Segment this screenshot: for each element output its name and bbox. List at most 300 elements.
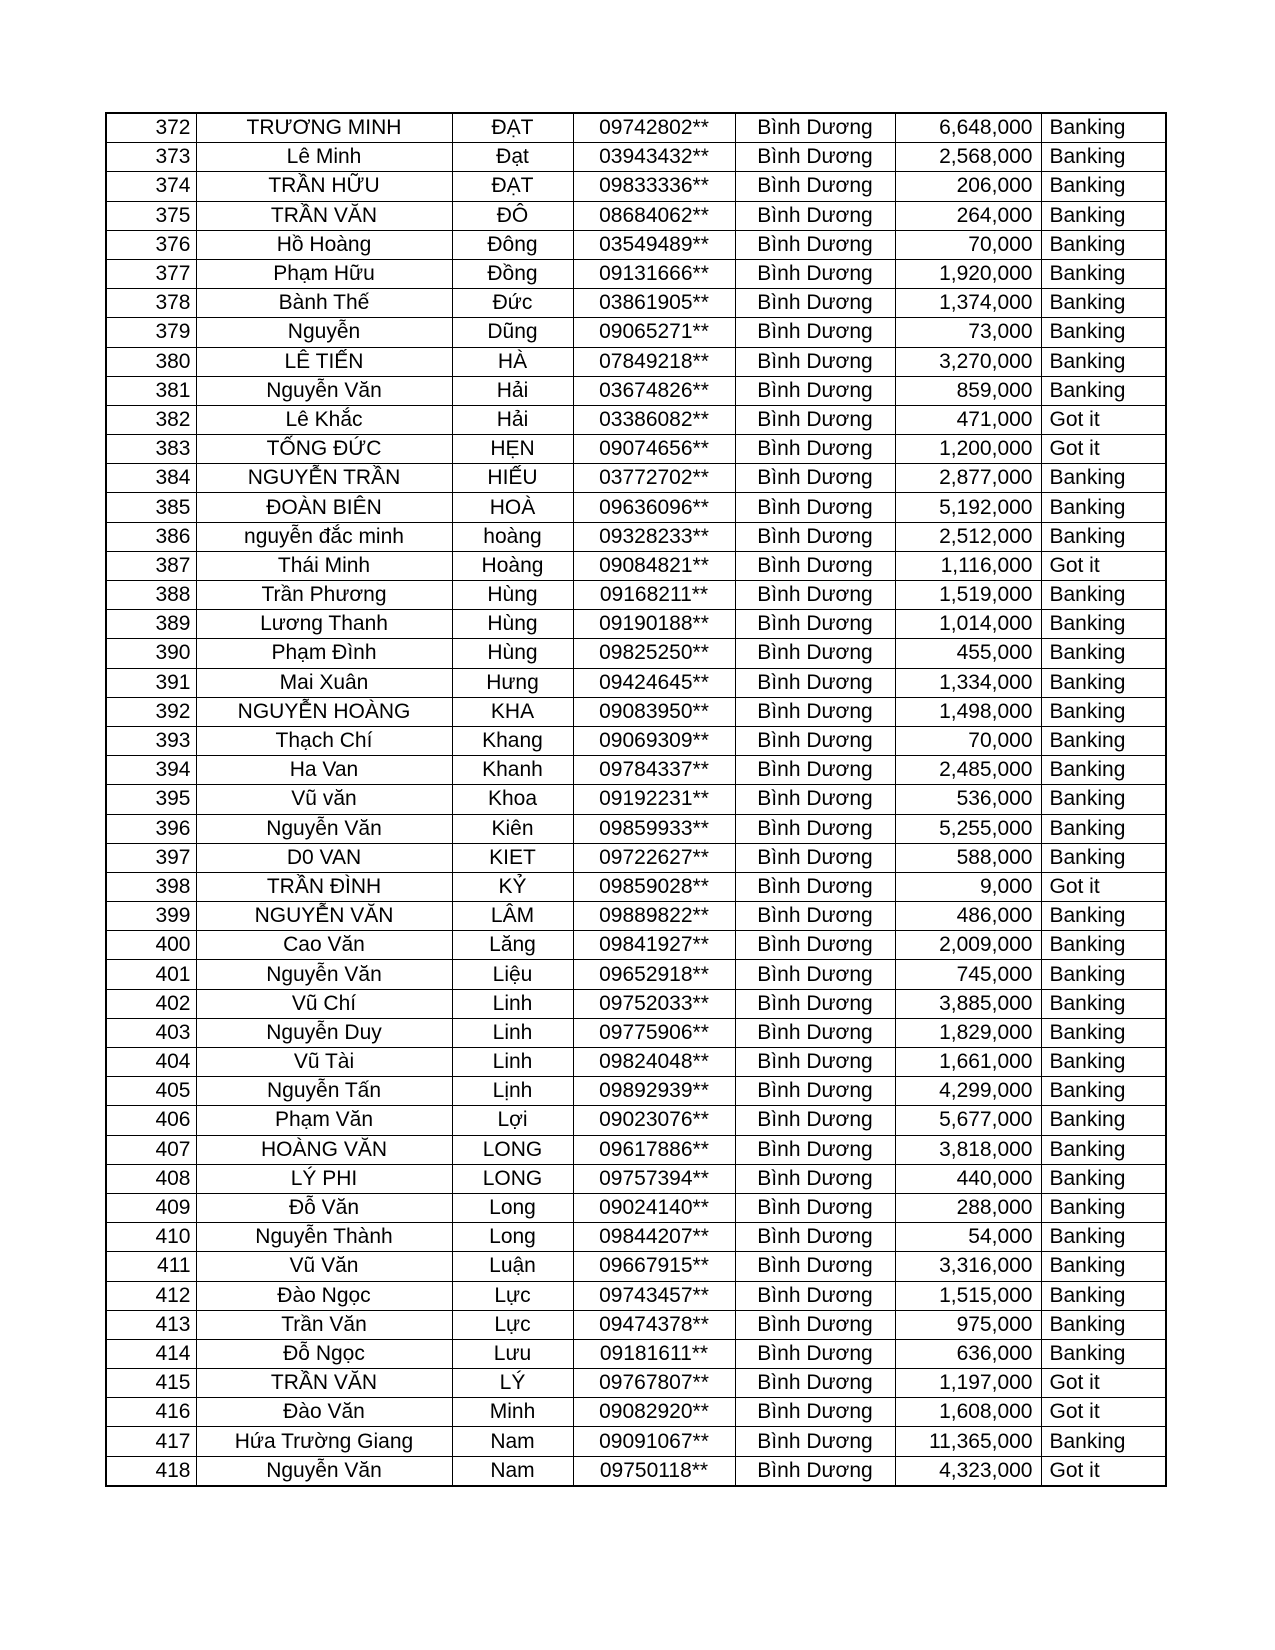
phone-cell: 09750118** xyxy=(573,1456,735,1486)
phone-cell: 09767807** xyxy=(573,1369,735,1398)
first-name-cell: Long xyxy=(452,1193,573,1222)
row-number: 392 xyxy=(106,697,196,726)
province-cell: Bình Dương xyxy=(735,1164,895,1193)
last-name-cell: Đào Văn xyxy=(196,1398,452,1427)
last-name-cell: nguyễn đắc minh xyxy=(196,522,452,551)
amount-cell: 1,519,000 xyxy=(895,581,1041,610)
amount-cell: 1,116,000 xyxy=(895,551,1041,580)
method-cell: Banking xyxy=(1041,1193,1166,1222)
first-name-cell: Hải xyxy=(452,405,573,434)
amount-cell: 588,000 xyxy=(895,843,1041,872)
row-number: 408 xyxy=(106,1164,196,1193)
table-row xyxy=(106,639,1166,668)
first-name-cell: Linh xyxy=(452,1048,573,1077)
method-cell: Banking xyxy=(1041,960,1166,989)
table-row xyxy=(106,1048,1166,1077)
method-cell: Banking xyxy=(1041,1135,1166,1164)
method-cell: Banking xyxy=(1041,1048,1166,1077)
method-cell: Got it xyxy=(1041,872,1166,901)
first-name-cell: Đông xyxy=(452,230,573,259)
method-cell: Banking xyxy=(1041,1164,1166,1193)
last-name-cell: Phạm Hữu xyxy=(196,259,452,288)
row-number: 374 xyxy=(106,172,196,201)
last-name-cell: Nguyễn Thành xyxy=(196,1223,452,1252)
last-name-cell: Hồ Hoàng xyxy=(196,230,452,259)
method-cell: Banking xyxy=(1041,1106,1166,1135)
phone-cell: 09069309** xyxy=(573,726,735,755)
amount-cell: 1,197,000 xyxy=(895,1369,1041,1398)
province-cell: Bình Dương xyxy=(735,289,895,318)
last-name-cell: Đỗ Ngọc xyxy=(196,1339,452,1368)
amount-cell: 859,000 xyxy=(895,376,1041,405)
table-row xyxy=(106,522,1166,551)
method-cell: Banking xyxy=(1041,639,1166,668)
table-row xyxy=(106,902,1166,931)
amount-cell: 3,316,000 xyxy=(895,1252,1041,1281)
first-name-cell: HÀ xyxy=(452,347,573,376)
province-cell: Bình Dương xyxy=(735,756,895,785)
last-name-cell: Thái Minh xyxy=(196,551,452,580)
phone-cell: 09024140** xyxy=(573,1193,735,1222)
table-row xyxy=(106,1339,1166,1368)
phone-cell: 09859933** xyxy=(573,814,735,843)
province-cell: Bình Dương xyxy=(735,551,895,580)
method-cell: Banking xyxy=(1041,347,1166,376)
method-cell: Got it xyxy=(1041,405,1166,434)
province-cell: Bình Dương xyxy=(735,1252,895,1281)
province-cell: Bình Dương xyxy=(735,1310,895,1339)
first-name-cell: Nam xyxy=(452,1456,573,1486)
table-row xyxy=(106,1398,1166,1427)
province-cell: Bình Dương xyxy=(735,989,895,1018)
table-row xyxy=(106,1135,1166,1164)
table-row xyxy=(106,1018,1166,1047)
method-cell: Banking xyxy=(1041,1310,1166,1339)
phone-cell: 09636096** xyxy=(573,493,735,522)
amount-cell: 5,677,000 xyxy=(895,1106,1041,1135)
row-number: 401 xyxy=(106,960,196,989)
phone-cell: 09859028** xyxy=(573,872,735,901)
table-row xyxy=(106,931,1166,960)
amount-cell: 2,877,000 xyxy=(895,464,1041,493)
table-row xyxy=(106,814,1166,843)
phone-cell: 09328233** xyxy=(573,522,735,551)
amount-cell: 2,009,000 xyxy=(895,931,1041,960)
phone-cell: 03861905** xyxy=(573,289,735,318)
method-cell: Got it xyxy=(1041,1456,1166,1486)
province-cell: Bình Dương xyxy=(735,522,895,551)
province-cell: Bình Dương xyxy=(735,230,895,259)
amount-cell: 5,255,000 xyxy=(895,814,1041,843)
amount-cell: 975,000 xyxy=(895,1310,1041,1339)
document-page xyxy=(105,112,1165,1487)
amount-cell: 2,568,000 xyxy=(895,143,1041,172)
phone-cell: 03549489** xyxy=(573,230,735,259)
last-name-cell: Trần Phương xyxy=(196,581,452,610)
last-name-cell: TRẦN ĐÌNH xyxy=(196,872,452,901)
method-cell: Banking xyxy=(1041,1018,1166,1047)
last-name-cell: Lê Minh xyxy=(196,143,452,172)
row-number: 376 xyxy=(106,230,196,259)
method-cell: Banking xyxy=(1041,1252,1166,1281)
province-cell: Bình Dương xyxy=(735,697,895,726)
table-row xyxy=(106,201,1166,230)
table-row xyxy=(106,230,1166,259)
phone-cell: 09083950** xyxy=(573,697,735,726)
table-row xyxy=(106,785,1166,814)
method-cell: Banking xyxy=(1041,668,1166,697)
last-name-cell: NGUYỄN HOÀNG xyxy=(196,697,452,726)
amount-cell: 455,000 xyxy=(895,639,1041,668)
method-cell: Banking xyxy=(1041,756,1166,785)
row-number: 407 xyxy=(106,1135,196,1164)
first-name-cell: LONG xyxy=(452,1135,573,1164)
amount-cell: 2,485,000 xyxy=(895,756,1041,785)
first-name-cell: Lợi xyxy=(452,1106,573,1135)
province-cell: Bình Dương xyxy=(735,376,895,405)
province-cell: Bình Dương xyxy=(735,1398,895,1427)
last-name-cell: TRƯƠNG MINH xyxy=(196,113,452,143)
row-number: 372 xyxy=(106,113,196,143)
row-number: 398 xyxy=(106,872,196,901)
phone-cell: 09752033** xyxy=(573,989,735,1018)
first-name-cell: Linh xyxy=(452,1018,573,1047)
phone-cell: 09889822** xyxy=(573,902,735,931)
province-cell: Bình Dương xyxy=(735,581,895,610)
method-cell: Banking xyxy=(1041,726,1166,755)
method-cell: Banking xyxy=(1041,989,1166,1018)
table-row xyxy=(106,405,1166,434)
phone-cell: 09825250** xyxy=(573,639,735,668)
province-cell: Bình Dương xyxy=(735,1106,895,1135)
province-cell: Bình Dương xyxy=(735,347,895,376)
table-row xyxy=(106,1223,1166,1252)
last-name-cell: Ha Van xyxy=(196,756,452,785)
table-row xyxy=(106,1310,1166,1339)
row-number: 411 xyxy=(106,1252,196,1281)
amount-cell: 1,608,000 xyxy=(895,1398,1041,1427)
row-number: 399 xyxy=(106,902,196,931)
last-name-cell: LÝ PHI xyxy=(196,1164,452,1193)
amount-cell: 1,661,000 xyxy=(895,1048,1041,1077)
amount-cell: 2,512,000 xyxy=(895,522,1041,551)
row-number: 378 xyxy=(106,289,196,318)
phone-cell: 09743457** xyxy=(573,1281,735,1310)
table-row xyxy=(106,1252,1166,1281)
method-cell: Banking xyxy=(1041,610,1166,639)
amount-cell: 1,014,000 xyxy=(895,610,1041,639)
last-name-cell: TỐNG ĐỨC xyxy=(196,435,452,464)
province-cell: Bình Dương xyxy=(735,1223,895,1252)
first-name-cell: KIET xyxy=(452,843,573,872)
amount-cell: 3,885,000 xyxy=(895,989,1041,1018)
first-name-cell: Hưng xyxy=(452,668,573,697)
amount-cell: 4,299,000 xyxy=(895,1077,1041,1106)
table-row xyxy=(106,172,1166,201)
first-name-cell: LÂM xyxy=(452,902,573,931)
row-number: 412 xyxy=(106,1281,196,1310)
phone-cell: 03386082** xyxy=(573,405,735,434)
first-name-cell: Lịnh xyxy=(452,1077,573,1106)
method-cell: Banking xyxy=(1041,931,1166,960)
row-number: 384 xyxy=(106,464,196,493)
last-name-cell: Vũ văn xyxy=(196,785,452,814)
province-cell: Bình Dương xyxy=(735,1077,895,1106)
province-cell: Bình Dương xyxy=(735,435,895,464)
amount-cell: 9,000 xyxy=(895,872,1041,901)
first-name-cell: Đạt xyxy=(452,143,573,172)
last-name-cell: HOÀNG VĂN xyxy=(196,1135,452,1164)
first-name-cell: Khang xyxy=(452,726,573,755)
phone-cell: 03772702** xyxy=(573,464,735,493)
first-name-cell: Đức xyxy=(452,289,573,318)
first-name-cell: Khanh xyxy=(452,756,573,785)
amount-cell: 70,000 xyxy=(895,726,1041,755)
province-cell: Bình Dương xyxy=(735,785,895,814)
amount-cell: 745,000 xyxy=(895,960,1041,989)
method-cell: Banking xyxy=(1041,1339,1166,1368)
amount-cell: 3,270,000 xyxy=(895,347,1041,376)
last-name-cell: Nguyễn Văn xyxy=(196,1456,452,1486)
phone-cell: 09074656** xyxy=(573,435,735,464)
province-cell: Bình Dương xyxy=(735,464,895,493)
row-number: 377 xyxy=(106,259,196,288)
first-name-cell: Kiên xyxy=(452,814,573,843)
row-number: 402 xyxy=(106,989,196,1018)
method-cell: Banking xyxy=(1041,172,1166,201)
method-cell: Banking xyxy=(1041,902,1166,931)
first-name-cell: ĐÔ xyxy=(452,201,573,230)
row-number: 404 xyxy=(106,1048,196,1077)
row-number: 389 xyxy=(106,610,196,639)
first-name-cell: ĐẠT xyxy=(452,172,573,201)
row-number: 383 xyxy=(106,435,196,464)
table-row xyxy=(106,259,1166,288)
row-number: 373 xyxy=(106,143,196,172)
phone-cell: 09131666** xyxy=(573,259,735,288)
row-number: 391 xyxy=(106,668,196,697)
method-cell: Got it xyxy=(1041,435,1166,464)
method-cell: Banking xyxy=(1041,522,1166,551)
last-name-cell: Vũ Văn xyxy=(196,1252,452,1281)
table-row xyxy=(106,1369,1166,1398)
method-cell: Banking xyxy=(1041,113,1166,143)
province-cell: Bình Dương xyxy=(735,172,895,201)
method-cell: Banking xyxy=(1041,259,1166,288)
last-name-cell: Nguyễn Tấn xyxy=(196,1077,452,1106)
last-name-cell: Lương Thanh xyxy=(196,610,452,639)
last-name-cell: Trần Văn xyxy=(196,1310,452,1339)
amount-cell: 73,000 xyxy=(895,318,1041,347)
row-number: 381 xyxy=(106,376,196,405)
table-row xyxy=(106,551,1166,580)
table-row xyxy=(106,989,1166,1018)
amount-cell: 1,829,000 xyxy=(895,1018,1041,1047)
province-cell: Bình Dương xyxy=(735,1339,895,1368)
first-name-cell: ĐẠT xyxy=(452,113,573,143)
first-name-cell: Lăng xyxy=(452,931,573,960)
last-name-cell: Lê Khắc xyxy=(196,405,452,434)
table-row xyxy=(106,697,1166,726)
last-name-cell: Phạm Văn xyxy=(196,1106,452,1135)
last-name-cell: Vũ Chí xyxy=(196,989,452,1018)
province-cell: Bình Dương xyxy=(735,960,895,989)
table-row xyxy=(106,347,1166,376)
recipients-table xyxy=(105,112,1167,1487)
table-body xyxy=(106,113,1166,1486)
amount-cell: 1,920,000 xyxy=(895,259,1041,288)
table-row xyxy=(106,376,1166,405)
amount-cell: 264,000 xyxy=(895,201,1041,230)
phone-cell: 09082920** xyxy=(573,1398,735,1427)
first-name-cell: HIẾU xyxy=(452,464,573,493)
phone-cell: 09722627** xyxy=(573,843,735,872)
last-name-cell: ĐOÀN BIÊN xyxy=(196,493,452,522)
province-cell: Bình Dương xyxy=(735,814,895,843)
amount-cell: 1,515,000 xyxy=(895,1281,1041,1310)
row-number: 395 xyxy=(106,785,196,814)
row-number: 405 xyxy=(106,1077,196,1106)
last-name-cell: Đào Ngọc xyxy=(196,1281,452,1310)
first-name-cell: Hoàng xyxy=(452,551,573,580)
row-number: 414 xyxy=(106,1339,196,1368)
row-number: 416 xyxy=(106,1398,196,1427)
first-name-cell: Hải xyxy=(452,376,573,405)
phone-cell: 09168211** xyxy=(573,581,735,610)
method-cell: Banking xyxy=(1041,697,1166,726)
province-cell: Bình Dương xyxy=(735,1427,895,1456)
first-name-cell: Minh xyxy=(452,1398,573,1427)
first-name-cell: Hùng xyxy=(452,610,573,639)
first-name-cell: HẸN xyxy=(452,435,573,464)
first-name-cell: Đồng xyxy=(452,259,573,288)
phone-cell: 09474378** xyxy=(573,1310,735,1339)
last-name-cell: D0 VAN xyxy=(196,843,452,872)
table-row xyxy=(106,843,1166,872)
last-name-cell: Bành Thế xyxy=(196,289,452,318)
method-cell: Banking xyxy=(1041,143,1166,172)
method-cell: Banking xyxy=(1041,289,1166,318)
table-row xyxy=(106,113,1166,143)
method-cell: Got it xyxy=(1041,551,1166,580)
row-number: 410 xyxy=(106,1223,196,1252)
row-number: 394 xyxy=(106,756,196,785)
amount-cell: 1,374,000 xyxy=(895,289,1041,318)
province-cell: Bình Dương xyxy=(735,1135,895,1164)
method-cell: Banking xyxy=(1041,376,1166,405)
phone-cell: 09841927** xyxy=(573,931,735,960)
first-name-cell: KỶ xyxy=(452,872,573,901)
last-name-cell: Nguyễn xyxy=(196,318,452,347)
row-number: 382 xyxy=(106,405,196,434)
row-number: 403 xyxy=(106,1018,196,1047)
method-cell: Banking xyxy=(1041,230,1166,259)
last-name-cell: Vũ Tài xyxy=(196,1048,452,1077)
phone-cell: 09757394** xyxy=(573,1164,735,1193)
province-cell: Bình Dương xyxy=(735,318,895,347)
amount-cell: 70,000 xyxy=(895,230,1041,259)
method-cell: Banking xyxy=(1041,464,1166,493)
first-name-cell: Dũng xyxy=(452,318,573,347)
province-cell: Bình Dương xyxy=(735,843,895,872)
phone-cell: 09023076** xyxy=(573,1106,735,1135)
row-number: 379 xyxy=(106,318,196,347)
province-cell: Bình Dương xyxy=(735,639,895,668)
row-number: 406 xyxy=(106,1106,196,1135)
last-name-cell: TRẦN VĂN xyxy=(196,201,452,230)
method-cell: Banking xyxy=(1041,1223,1166,1252)
first-name-cell: HOÀ xyxy=(452,493,573,522)
method-cell: Banking xyxy=(1041,814,1166,843)
table-row xyxy=(106,435,1166,464)
phone-cell: 09065271** xyxy=(573,318,735,347)
method-cell: Banking xyxy=(1041,201,1166,230)
row-number: 387 xyxy=(106,551,196,580)
phone-cell: 09617886** xyxy=(573,1135,735,1164)
method-cell: Banking xyxy=(1041,318,1166,347)
province-cell: Bình Dương xyxy=(735,1018,895,1047)
amount-cell: 1,200,000 xyxy=(895,435,1041,464)
last-name-cell: Nguyễn Văn xyxy=(196,960,452,989)
province-cell: Bình Dương xyxy=(735,201,895,230)
method-cell: Banking xyxy=(1041,843,1166,872)
first-name-cell: Lưu xyxy=(452,1339,573,1368)
province-cell: Bình Dương xyxy=(735,143,895,172)
row-number: 415 xyxy=(106,1369,196,1398)
province-cell: Bình Dương xyxy=(735,1193,895,1222)
phone-cell: 09775906** xyxy=(573,1018,735,1047)
table-row xyxy=(106,493,1166,522)
amount-cell: 1,498,000 xyxy=(895,697,1041,726)
amount-cell: 536,000 xyxy=(895,785,1041,814)
amount-cell: 3,818,000 xyxy=(895,1135,1041,1164)
method-cell: Got it xyxy=(1041,1398,1166,1427)
first-name-cell: hoàng xyxy=(452,522,573,551)
phone-cell: 07849218** xyxy=(573,347,735,376)
last-name-cell: Cao Văn xyxy=(196,931,452,960)
phone-cell: 09091067** xyxy=(573,1427,735,1456)
method-cell: Banking xyxy=(1041,1281,1166,1310)
table-row xyxy=(106,1427,1166,1456)
first-name-cell: LONG xyxy=(452,1164,573,1193)
first-name-cell: Lực xyxy=(452,1281,573,1310)
phone-cell: 09192231** xyxy=(573,785,735,814)
table-row xyxy=(106,1164,1166,1193)
first-name-cell: Linh xyxy=(452,989,573,1018)
phone-cell: 09652918** xyxy=(573,960,735,989)
table-row xyxy=(106,756,1166,785)
row-number: 417 xyxy=(106,1427,196,1456)
row-number: 400 xyxy=(106,931,196,960)
province-cell: Bình Dương xyxy=(735,872,895,901)
amount-cell: 5,192,000 xyxy=(895,493,1041,522)
amount-cell: 54,000 xyxy=(895,1223,1041,1252)
last-name-cell: TRẦN HỮU xyxy=(196,172,452,201)
amount-cell: 1,334,000 xyxy=(895,668,1041,697)
amount-cell: 471,000 xyxy=(895,405,1041,434)
phone-cell: 09892939** xyxy=(573,1077,735,1106)
table-row xyxy=(106,1456,1166,1486)
table-row xyxy=(106,610,1166,639)
first-name-cell: Hùng xyxy=(452,639,573,668)
table-row xyxy=(106,318,1166,347)
amount-cell: 288,000 xyxy=(895,1193,1041,1222)
table-row xyxy=(106,1281,1166,1310)
last-name-cell: NGUYỄN VĂN xyxy=(196,902,452,931)
phone-cell: 09084821** xyxy=(573,551,735,580)
phone-cell: 09824048** xyxy=(573,1048,735,1077)
table-row xyxy=(106,1106,1166,1135)
